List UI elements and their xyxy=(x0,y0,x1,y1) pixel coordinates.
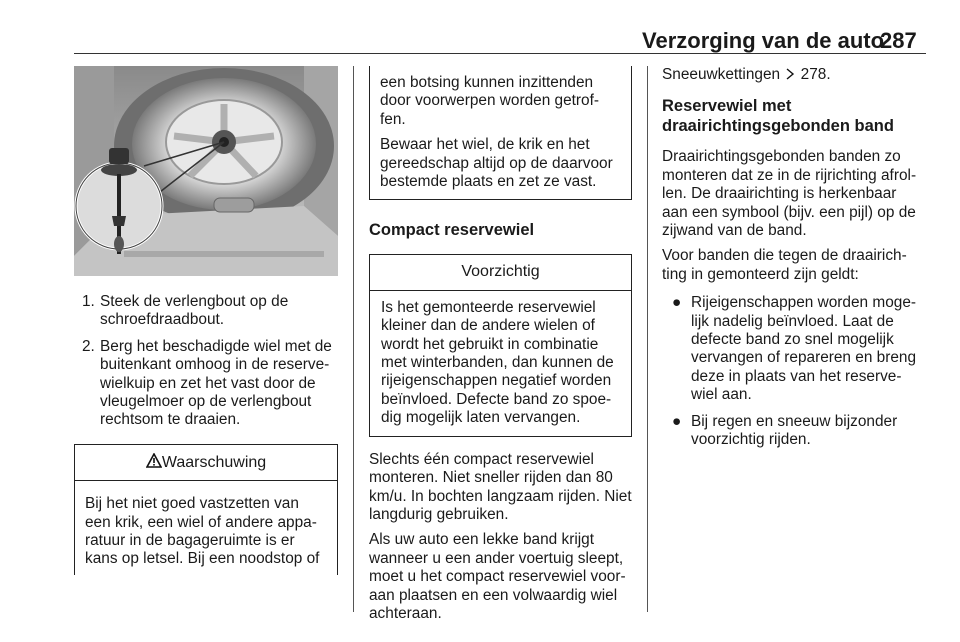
column-1 xyxy=(74,66,338,575)
step-text: Berg het beschadigde wiel met de buitenkant omhoog in de reserve-wielkuip en zet het vast door de vleugelmoer op de verlengbout rechtsom te draaien. xyxy=(100,337,332,429)
list-item xyxy=(662,294,926,404)
list-item xyxy=(74,293,338,330)
warning-continued-box xyxy=(369,66,632,200)
warning-box xyxy=(74,444,338,575)
paragraph: Als uw auto een lekke band krijgt wanneer u een ander voertuig sleept, moet u het compact reservewiel voor-aan plaatsen en een volwaardig wiel achteraan. xyxy=(369,531,626,622)
list-item xyxy=(74,338,338,430)
spare-wheel-illustration xyxy=(74,66,338,276)
caution-title: Voorzichtig xyxy=(370,255,631,290)
list-item xyxy=(662,413,926,450)
bullet-list xyxy=(662,294,926,449)
bullet-icon: ● xyxy=(672,294,682,312)
bullet-text: Rijeigenschappen worden moge-lijk nadelig beïnvloed. Laat de defecte band zo snel mogelijk vervangen of repareren en breng deze in plaats van het reserve-wiel aan. xyxy=(691,294,917,404)
page-title: Verzorging van de auto xyxy=(642,28,885,53)
caution-box xyxy=(369,254,632,436)
bullet-text: Bij regen en sneeuw bijzonder voorzichtig rijden. xyxy=(691,412,898,449)
column-divider xyxy=(647,66,648,612)
section-heading: Reservewiel met draairichtingsgebonden band xyxy=(662,97,894,136)
warning-header xyxy=(75,445,337,481)
paragraph: Draairichtingsgebonden banden zo monteren dat ze in de rijrichting afrol-len. De draairichting is herkenbaar aan een symbool (bijv. een pijl) op de zijwand van de band. xyxy=(662,148,917,240)
column-divider xyxy=(353,66,354,612)
warning-triangle-icon xyxy=(146,453,162,468)
paragraph: Slechts één compact reservewiel monteren. Niet sneller rijden dan 80 km/u. In bochten langzaam rijden. Niet langdurig gebruiken. xyxy=(369,450,632,523)
bullet-icon: ● xyxy=(672,412,682,430)
step-number: 2. xyxy=(82,337,95,355)
steps-list xyxy=(74,293,338,430)
step-text: Steek de verlengbout op de schroefdraadbout. xyxy=(100,293,289,329)
reference-page: 278. xyxy=(800,66,831,83)
paragraph: Voor banden die tegen de draairich-ting in gemonteerd zijn geldt: xyxy=(662,247,907,283)
page-reference-arrow-icon xyxy=(784,68,796,80)
caution-body: Is het gemonteerde reservewiel kleiner dan de andere wielen of wordt het gebruikt in combinatie met winterbanden, dan kunnen de rijeigenschappen negatief worden beïnvloed. Defecte band zo spoe-dig mogelijk laten vervangen. xyxy=(381,298,614,427)
section-heading: Compact reservewiel xyxy=(369,221,535,240)
step-number: 1. xyxy=(82,293,95,310)
reference-text: Sneeuwkettingen xyxy=(662,66,781,83)
page-number: 287 xyxy=(880,28,917,53)
page-header xyxy=(0,0,960,52)
column-2 xyxy=(369,66,632,630)
cross-reference xyxy=(662,66,926,84)
header-rule xyxy=(74,53,926,54)
warning-body: Bij het niet goed vastzetten van een krik, een wiel of andere appa-ratuur in de bagageruimte is er kans op letsel. Bij een noodstop of xyxy=(85,495,320,568)
warning-continued-text: een botsing kunnen inzittenden door voorwerpen worden getrof-fen. xyxy=(380,74,600,128)
column-3 xyxy=(662,66,926,458)
warning-title: Waarschuwing xyxy=(161,453,267,471)
warning-continued-text: Bewaar het wiel, de krik en het gereedschap altijd op de daarvoor bestemde plaats en zet ze vast. xyxy=(380,136,613,191)
